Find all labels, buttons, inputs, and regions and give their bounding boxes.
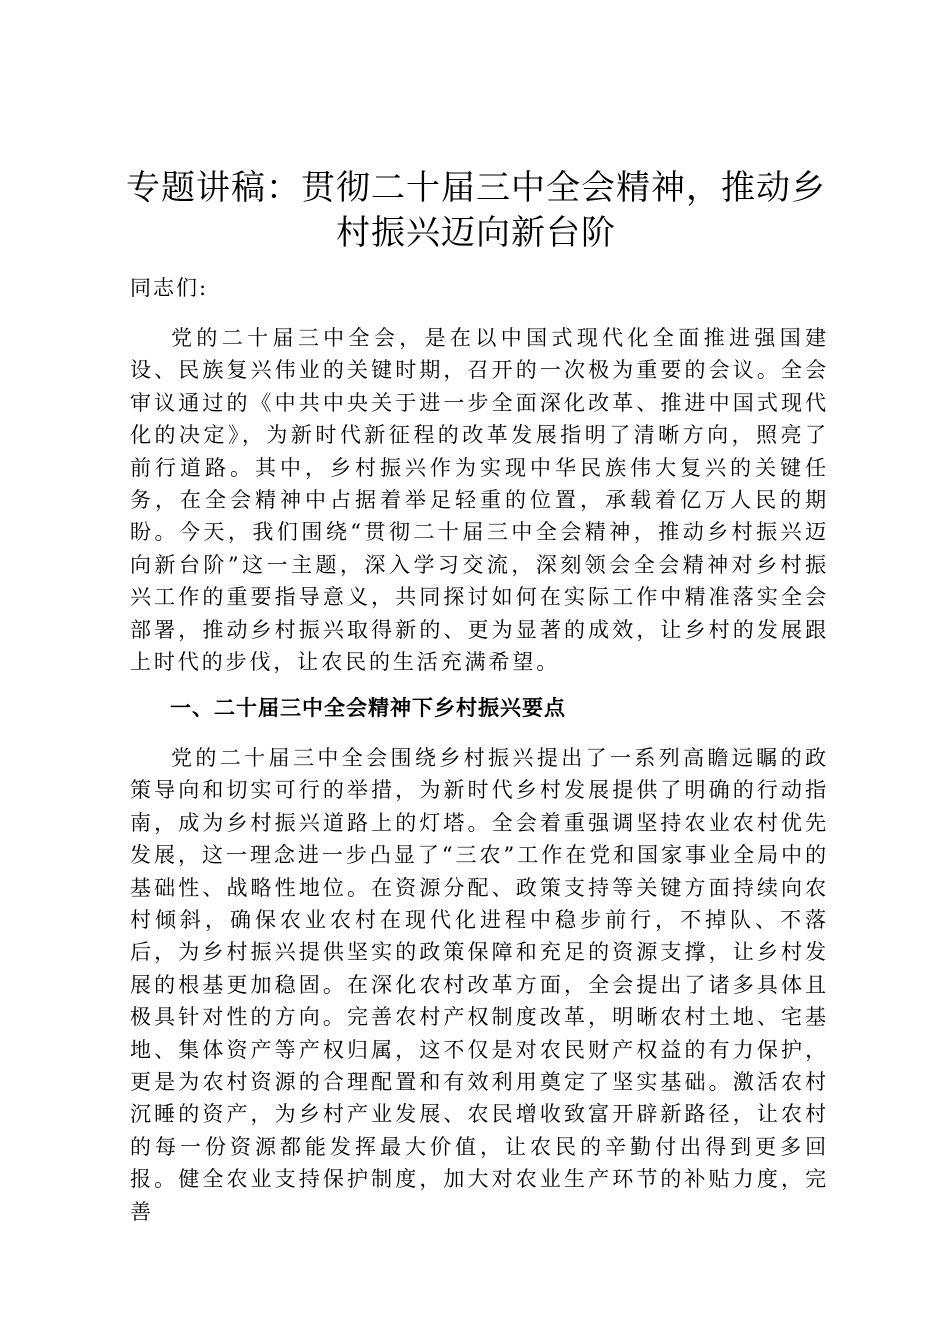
document-title: 专题讲稿：贯彻二十届三中全会精神，推动乡村振兴迈向新台阶 (126, 168, 826, 253)
intro-paragraph: 党的二十届三中全会，是在以中国式现代化全面推进强国建设、民族复兴伟业的关键时期，召开的一次极为重要的会议。全会审议通过的《中共中央关于进一步全面深化改革、推进中国式现代化的决定》，为新时代新征程的改革发展指明了清晰方向，照亮了前行道路。其中，乡村振兴作为实现中华民族伟大复兴的关键任务，在全会精神中占据着举足轻重的位置，承载着亿万人民的期盼。今天，我们围绕“贯彻二十届三中全会精神，推动乡村振兴迈向新台阶”这一主题，深入学习交流，深刻领会全会精神对乡村振兴工作的重要指导意义，共同探讨如何在实际工作中精准落实全会部署，推动乡村振兴取得新的、更为显著的成效，让乡村的发展跟上时代的步伐，让农民的生活充满希望。 (130, 326, 829, 675)
greeting: 同志们: (130, 276, 209, 300)
body-paragraph: 党的二十届三中全会围绕乡村振兴提出了一系列高瞻远瞩的政策导向和切实可行的举措，为新时代乡村发展提供了明确的行动指南，成为乡村振兴道路上的灯塔。全会着重强调坚持农业农村优先发展，这一理念进一步凸显了“三农”工作在党和国家事业全局中的基础性、战略性地位。在资源分配、政策支持等关键方面持续向农村倾斜，确保农业农村在现代化进程中稳步前行，不掉队、不落后，为乡村振兴提供坚实的政策保障和充足的资源支撑，让乡村发展的根基更加稳固。在深化农村改革方面，全会提出了诸多具体且极具针对性的方向。完善农村产权制度改革，明晰农村土地、宅基地、集体资产等产权归属，这不仅是对农民财产权益的有力保护，更是为农村资源的合理配置和有效利用奠定了坚实基础。激活农村沉睡的资产，为乡村产业发展、农民增收致富开辟新路径，让农村的每一份资源都能发挥最大价值，让农民的辛勤付出得到更多回报。健全农业支持保护制度，加大对农业生产环节的补贴力度，完善 (130, 746, 829, 1224)
section-heading: 一、二十届三中全会精神下乡村振兴要点 (170, 696, 566, 720)
